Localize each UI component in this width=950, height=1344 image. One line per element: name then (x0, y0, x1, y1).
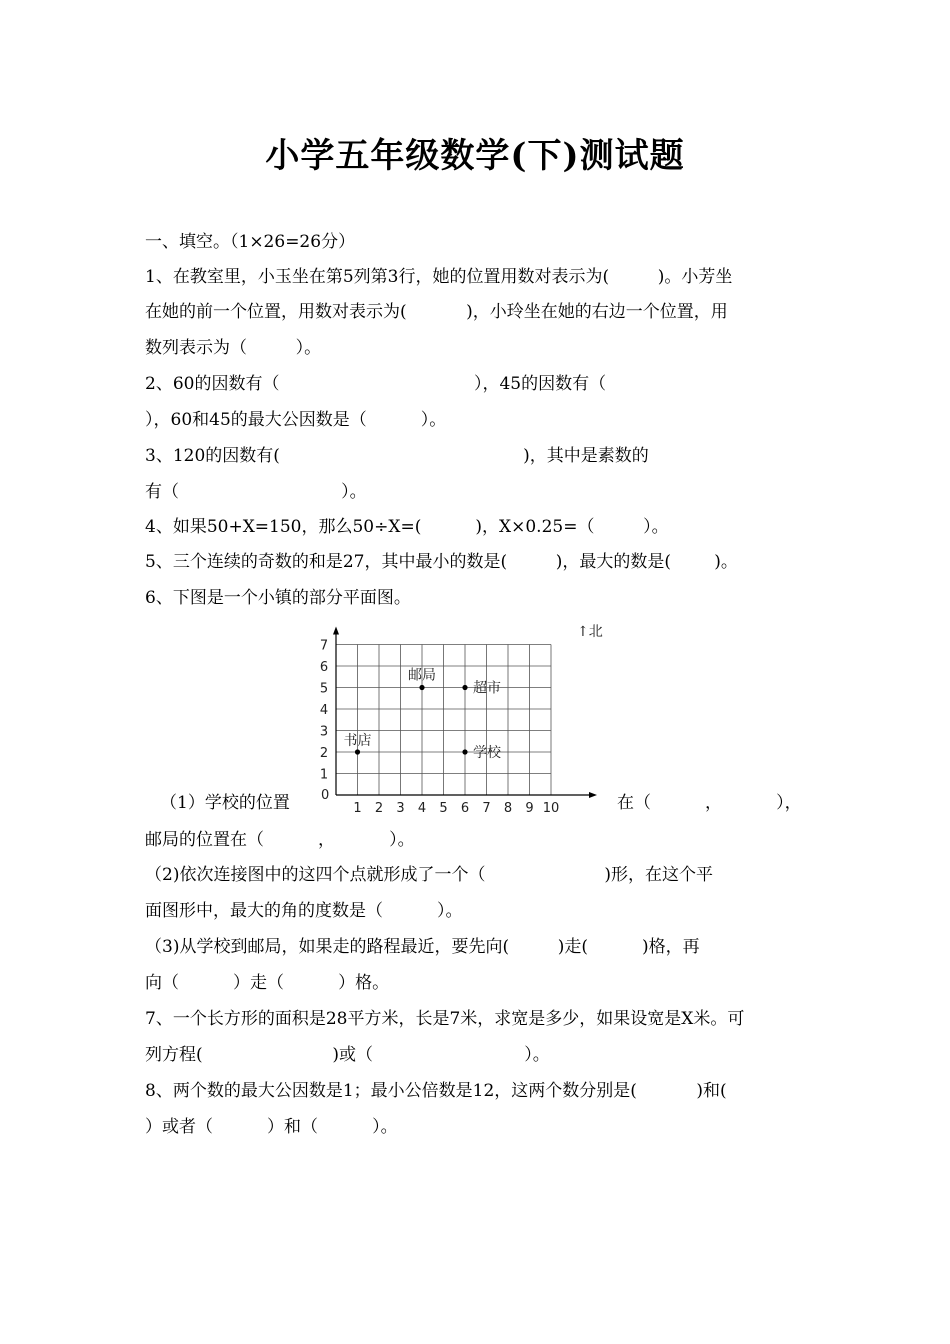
question-6-2-line-2: 面图形中，最大的角的度数是（ ）。 (145, 901, 463, 921)
x-tick-label: 9 (525, 801, 534, 815)
x-tick-label: 2 (374, 801, 384, 815)
map-point (462, 685, 467, 690)
question-8-line-1: 8、两个数的最大公因数是1；最小公倍数是12，这两个数分别是( )和( (145, 1081, 727, 1101)
x-tick-label: 4 (417, 801, 427, 815)
section-heading: 一、填空。（1×26=26分） (145, 232, 356, 252)
question-6-1-line-2: 邮局的位置在（ ， ）。 (145, 830, 415, 850)
x-tick-label: 1 (353, 801, 362, 815)
question-5: 5、三个连续的奇数的和是27，其中最小的数是( )，最大的数是( )。 (145, 552, 738, 572)
x-tick-label: 3 (396, 801, 405, 815)
x-tick-label: 10 (542, 801, 560, 815)
north-indicator: ↑北 (577, 624, 603, 640)
question-3-line-2: 有（ ）。 (145, 482, 367, 502)
question-6-3-line-2: 向（ ）走（ ）格。 (145, 973, 390, 993)
question-7-line-2: 列方程( )或（ ）。 (145, 1045, 550, 1065)
question-2-line-1: 2、60的因数有（ ），45的因数有（ (145, 374, 607, 394)
x-axis-arrow (589, 792, 597, 798)
question-2-line-2: ），60和45的最大公因数是（ ）。 (145, 410, 447, 430)
map-point-label: 邮局 (408, 667, 436, 684)
question-8-line-2: ）或者（ ）和（ ）。 (145, 1117, 398, 1137)
y-tick-label: 3 (319, 724, 329, 740)
map-point-label: 书店 (343, 733, 372, 749)
x-tick-label: 8 (503, 801, 513, 815)
question-6: 6、下图是一个小镇的部分平面图。 (145, 588, 411, 608)
y-axis-arrow (333, 627, 339, 635)
map-point-label: 超市 (473, 680, 501, 697)
y-tick-label: 7 (319, 638, 329, 654)
question-1-line-3: 数列表示为（ ）。 (145, 338, 322, 358)
question-3-line-1: 3、120的因数有( )，其中是素数的 (145, 446, 649, 466)
y-tick-label: 6 (319, 660, 329, 675)
map-point-label: 学校 (473, 745, 501, 761)
y-tick-label: 5 (319, 681, 329, 697)
x-tick-label: 5 (439, 801, 448, 815)
question-6-3-line-1: （3)从学校到邮局，如果走的路程最近，要先向( )走( )格，再 (145, 937, 700, 957)
question-1-line-2: 在她的前一个位置，用数对表示为( )，小玲坐在她的右边一个位置，用 (145, 302, 728, 322)
x-tick-label: 7 (482, 801, 491, 815)
origin-label: 0 (321, 788, 330, 803)
question-6-1-line-1-left: （1）学校的位置 (160, 793, 290, 813)
question-7-line-1: 7、一个长方形的面积是28平方米，长是7米，求宽是多少，如果设宽是X米。可 (145, 1009, 745, 1029)
town-map-chart (305, 615, 615, 815)
question-1-line-1: 1、在教室里，小玉坐在第5列第3行，她的位置用数对表示为( )。小芳坐 (145, 267, 733, 287)
x-tick-label: 6 (460, 801, 470, 815)
y-tick-label: 4 (319, 703, 329, 718)
question-6-1-line-1-right: 在（ ， ）， (617, 793, 802, 813)
question-6-2-line-1: （2)依次连接图中的这四个点就形成了一个（ )形，在这个平 (145, 865, 713, 885)
question-4: 4、如果50+X=150，那么50÷X=( )，X×0.25=（ ）。 (145, 517, 669, 537)
page-title: 小学五年级数学(下)测试题 (265, 136, 685, 176)
map-point (419, 685, 424, 690)
y-tick-label: 2 (319, 746, 329, 761)
map-point (462, 749, 467, 754)
map-point (355, 749, 360, 754)
y-tick-label: 1 (319, 767, 329, 783)
